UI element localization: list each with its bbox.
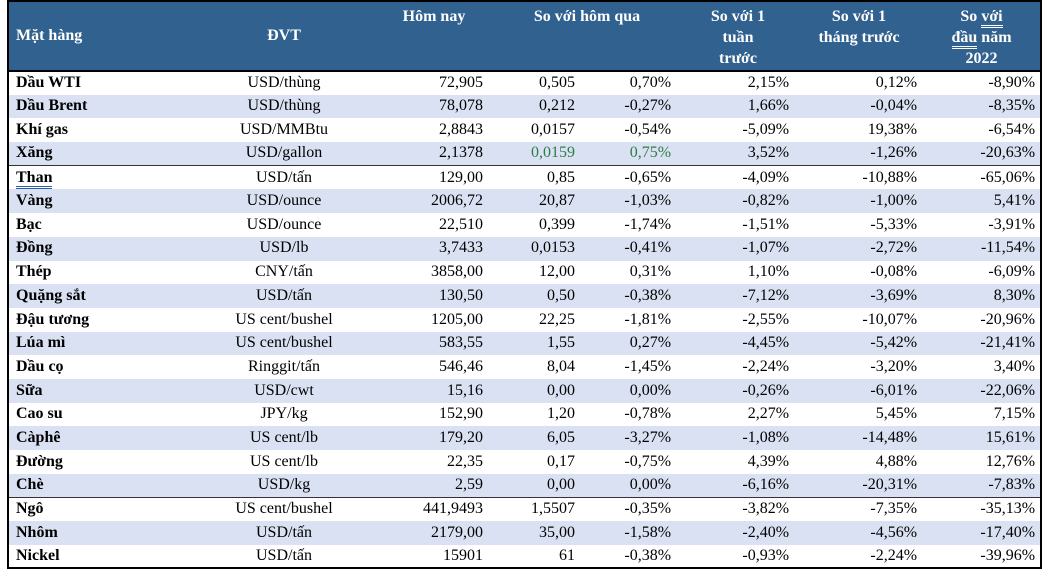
header-line: tháng trước [818,28,900,46]
change-abs-cell: 8,04 [547,357,575,375]
month-pct-cell: -3,20% [870,357,918,375]
commodity-name-cell [8,450,193,474]
month-pct-cell: -0,04% [795,95,923,119]
change-abs-cell: 1,5507 [493,497,585,521]
commodity-name-cell [8,261,193,285]
commodity-name: Đậu tương [16,310,90,328]
today-value-cell: 3,7433 [375,237,493,261]
table-row [8,332,1041,356]
change-abs-cell: 22,25 [539,310,575,328]
unit-cell: USD/ounce [193,189,375,213]
ytd-pct-cell: -6,09% [988,263,1036,281]
ytd-pct-cell: -21,41% [923,332,1041,356]
change-pct-cell: -0,27% [585,95,681,119]
change-abs-cell: 0,0153 [493,237,585,261]
change-abs-cell: 0,505 [539,74,575,92]
week-pct-cell: 4,39% [747,452,790,470]
commodity-name-cell [8,118,193,142]
commodity-name-cell [8,332,193,356]
commodity-name: Nhôm [16,523,58,541]
commodity-name: Đồng [16,239,53,257]
col-header-today: Hôm nay [375,1,493,71]
commodity-name: Khí gas [16,121,69,139]
month-pct-cell: -3,69% [795,284,923,308]
week-pct-cell: -1,08% [681,426,795,450]
today-value-cell: 129,00 [375,166,493,190]
ytd-pct-cell: 3,40% [993,357,1036,375]
change-abs-cell: 12,00 [539,263,575,281]
unit-cell: USD/tấn [193,521,375,545]
ytd-pct-cell: -8,90% [988,74,1036,92]
commodity-name: Vàng [16,192,53,210]
change-pct-cell: -0,38% [585,284,681,308]
commodity-name: Chè [16,476,44,494]
table-row [8,237,1041,261]
commodity-name: Dầu Brent [16,97,88,115]
unit-cell: USD/MMBtu [239,121,329,139]
week-pct-cell: 1,66% [681,95,795,119]
commodity-name-cell [8,379,193,403]
month-pct-cell: -5,33% [870,215,918,233]
table-row [8,426,1041,450]
commodity-name: Thép [16,263,52,281]
unit-cell: CNY/tấn [255,263,313,281]
commodity-name: Bạc [16,215,42,233]
unit-cell: JPY/kg [260,405,308,423]
col-header-vs-year-start [923,1,1041,71]
commodity-name-cell [8,355,193,379]
week-pct-cell: -0,82% [681,189,795,213]
week-pct-cell: -5,09% [742,121,790,139]
unit-cell: US cent/lb [250,452,318,470]
table-row [8,450,1041,474]
commodity-name-cell [8,189,193,213]
change-abs-cell: 0,0157 [531,121,575,139]
week-pct-cell: -4,45% [681,332,795,356]
change-pct-cell: 0,70% [629,74,672,92]
ytd-pct-cell: 12,76% [985,452,1036,470]
commodity-name: Quặng sắt [16,286,86,304]
month-pct-cell: -1,00% [795,189,923,213]
table-body [8,71,1041,568]
week-pct-cell: -7,12% [681,284,795,308]
unit-cell: USD/kg [193,474,375,498]
unit-cell: US cent/bushel [193,497,375,521]
commodity-name: Than [16,169,52,189]
ytd-pct-cell: -39,96% [980,546,1036,564]
month-pct-cell: 4,88% [875,452,918,470]
commodity-name-cell [8,95,193,119]
commodity-name-cell [8,237,193,261]
commodity-name-cell [8,497,193,521]
commodity-name: Càphê [16,428,61,446]
change-abs-cell: 0,00 [493,474,585,498]
commodity-name: Dầu WTI [16,74,82,92]
today-value-cell: 179,20 [375,426,493,450]
table-row [8,95,1041,119]
table-row [8,261,1041,285]
table-row [8,142,1041,166]
ytd-pct-cell: -17,40% [923,521,1041,545]
week-pct-cell: 2,27% [747,405,790,423]
month-pct-cell: -0,08% [870,263,918,281]
today-value-cell: 1205,00 [431,310,483,328]
change-pct-cell: 0,00% [585,474,681,498]
unit-cell: USD/tấn [256,546,312,564]
change-abs-cell: 0,399 [539,215,575,233]
week-pct-cell: -1,51% [742,215,790,233]
month-pct-cell: 5,45% [875,405,918,423]
change-pct-cell: 0,75% [585,142,681,166]
header-line: trước [719,49,758,67]
month-pct-cell: -6,01% [795,379,923,403]
header-line: tuần [722,28,754,46]
today-value-cell: 2179,00 [375,521,493,545]
change-abs-cell: 1,20 [547,405,575,423]
table-header [8,1,1041,71]
month-pct-cell: -20,31% [795,474,923,498]
commodity-name: Sữa [16,381,43,399]
month-pct-cell: -7,35% [795,497,923,521]
table-row [8,379,1041,403]
change-abs-cell: 0,50 [493,284,585,308]
commodity-name-cell [8,545,193,569]
table-row [8,474,1041,498]
week-pct-cell: 1,10% [747,263,790,281]
change-abs-cell: 20,87 [493,189,585,213]
unit-cell: Ringgit/tấn [248,357,320,375]
week-pct-cell: -2,55% [742,310,790,328]
col-header-commodity: Mặt hàng [8,1,193,71]
change-pct-cell: -0,78% [624,405,672,423]
today-value-cell: 2,1378 [375,142,493,166]
col-header-unit: ĐVT [193,1,375,71]
today-value-cell: 3858,00 [431,263,483,281]
commodity-name-cell [8,426,193,450]
ytd-pct-cell: -65,06% [923,166,1041,190]
commodity-name: Ngô [16,500,44,518]
week-pct-cell: -3,82% [681,497,795,521]
ytd-pct-cell: 5,41% [923,189,1041,213]
week-pct-cell: -6,16% [681,474,795,498]
week-pct-cell: -1,07% [681,237,795,261]
today-value-cell: 152,90 [439,405,483,423]
today-value-cell: 130,50 [375,284,493,308]
table-row [8,213,1041,237]
table-row [8,497,1041,521]
commodity-name: Dầu cọ [16,357,64,375]
commodity-name: Đường [16,452,63,470]
unit-cell: US cent/bushel [235,310,333,328]
ytd-pct-cell: -11,54% [923,237,1041,261]
change-pct-cell: -0,38% [624,546,672,564]
change-pct-cell: -1,03% [585,189,681,213]
commodity-name: Lúa mì [16,334,66,352]
commodity-name-cell [8,284,193,308]
week-pct-cell: -2,24% [742,357,790,375]
month-pct-cell: -2,72% [795,237,923,261]
ytd-pct-cell: -3,91% [988,215,1036,233]
header-line: So với 1 [831,8,887,25]
unit-cell: USD/gallon [193,142,375,166]
unit-cell: USD/ounce [246,215,322,233]
unit-cell: US cent/bushel [193,332,375,356]
today-value-cell: 72,905 [439,74,483,92]
month-pct-cell: 19,38% [867,121,918,139]
commodity-price-table [7,0,1042,569]
ytd-pct-cell: -8,35% [923,95,1041,119]
month-pct-cell: 0,12% [875,74,918,92]
col-header-vs-week [681,1,795,71]
change-pct-cell: -0,65% [585,166,681,190]
ytd-pct-cell: 15,61% [923,426,1041,450]
change-pct-cell: -0,41% [585,237,681,261]
commodity-name-cell [8,308,193,332]
ytd-pct-cell: -20,96% [980,310,1036,328]
commodity-name: Nickel [16,546,60,564]
unit-cell: USD/tấn [193,166,375,190]
week-pct-cell: -0,26% [681,379,795,403]
unit-cell: USD/thùng [193,95,375,119]
ytd-pct-cell: 7,15% [993,405,1036,423]
header-line: 2022 [965,49,998,67]
commodity-name-cell [8,71,193,95]
change-pct-cell: -1,74% [624,215,672,233]
ytd-pct-cell: -20,63% [923,142,1041,166]
commodity-name-cell [8,166,193,190]
today-value-cell: 78,078 [375,95,493,119]
change-pct-cell: 0,27% [585,332,681,356]
ytd-pct-cell: -7,83% [923,474,1041,498]
table-row [8,189,1041,213]
today-value-cell: 546,46 [439,357,483,375]
today-value-cell: 2,59 [375,474,493,498]
table-row [8,308,1041,332]
week-pct-cell: -4,09% [681,166,795,190]
today-value-cell: 441,9493 [375,497,493,521]
commodity-name-cell [8,521,193,545]
commodity-name-cell [8,142,193,166]
change-abs-cell: 61 [559,546,575,564]
commodity-name-cell [8,213,193,237]
month-pct-cell: -14,48% [795,426,923,450]
change-abs-cell: 6,05 [493,426,585,450]
week-pct-cell: -0,93% [742,546,790,564]
unit-cell: USD/cwt [193,379,375,403]
week-pct-cell: -2,40% [681,521,795,545]
today-value-cell: 583,55 [375,332,493,356]
month-pct-cell: -1,26% [795,142,923,166]
today-value-cell: 15901 [443,546,483,564]
week-pct-cell: 2,15% [747,74,790,92]
unit-cell: USD/lb [193,237,375,261]
change-pct-cell: -0,75% [624,452,672,470]
today-value-cell: 22,35 [447,452,483,470]
header-line: So với 1 [710,8,766,25]
month-pct-cell: -10,88% [795,166,923,190]
table-row [8,284,1041,308]
ytd-pct-cell: -35,13% [923,497,1041,521]
table-row [8,71,1041,95]
today-value-cell: 2006,72 [375,189,493,213]
month-pct-cell: -10,07% [862,310,918,328]
change-pct-cell: -0,35% [585,497,681,521]
col-header-vs-month [795,1,923,71]
change-abs-cell: 0,17 [547,452,575,470]
header-line: năm [981,28,1012,46]
ytd-pct-cell: -6,54% [988,121,1036,139]
month-pct-cell: -2,24% [870,546,918,564]
today-value-cell: 22,510 [439,215,483,233]
today-value-cell: 2,8843 [439,121,483,139]
table-row [8,521,1041,545]
table-row [8,118,1041,142]
unit-cell: USD/thùng [247,74,321,92]
month-pct-cell: -5,42% [795,332,923,356]
change-abs-cell: 1,55 [493,332,585,356]
col-header-vs-yesterday: So với hôm qua [493,1,681,71]
table-row [8,545,1041,569]
commodity-name: Xăng [16,144,53,162]
header-underlined-word: với [981,8,1002,28]
change-pct-cell: -1,81% [624,310,672,328]
change-abs-cell: 35,00 [493,521,585,545]
ytd-pct-cell: 8,30% [923,284,1041,308]
change-pct-cell: 0,00% [585,379,681,403]
table-row [8,403,1041,427]
table-row [8,166,1041,190]
change-abs-cell: 0,85 [493,166,585,190]
header-line: So [960,8,978,25]
unit-cell: USD/tấn [193,284,375,308]
week-pct-cell: 3,52% [681,142,795,166]
change-pct-cell: -0,54% [624,121,672,139]
change-abs-cell: 0,00 [493,379,585,403]
commodity-name-cell [8,403,193,427]
change-pct-cell: -1,58% [585,521,681,545]
table-row [8,355,1041,379]
change-pct-cell: 0,31% [629,263,672,281]
change-abs-cell: 0,212 [493,95,585,119]
today-value-cell: 15,16 [375,379,493,403]
ytd-pct-cell: -22,06% [923,379,1041,403]
month-pct-cell: -4,56% [795,521,923,545]
header-underlined-word: đầu [952,29,978,49]
commodity-name: Cao su [16,405,63,423]
commodity-name-cell [8,474,193,498]
header-row [8,1,1041,71]
change-pct-cell: -3,27% [585,426,681,450]
change-pct-cell: -1,45% [624,357,672,375]
unit-cell: US cent/lb [193,426,375,450]
change-abs-cell: 0,0159 [493,142,585,166]
